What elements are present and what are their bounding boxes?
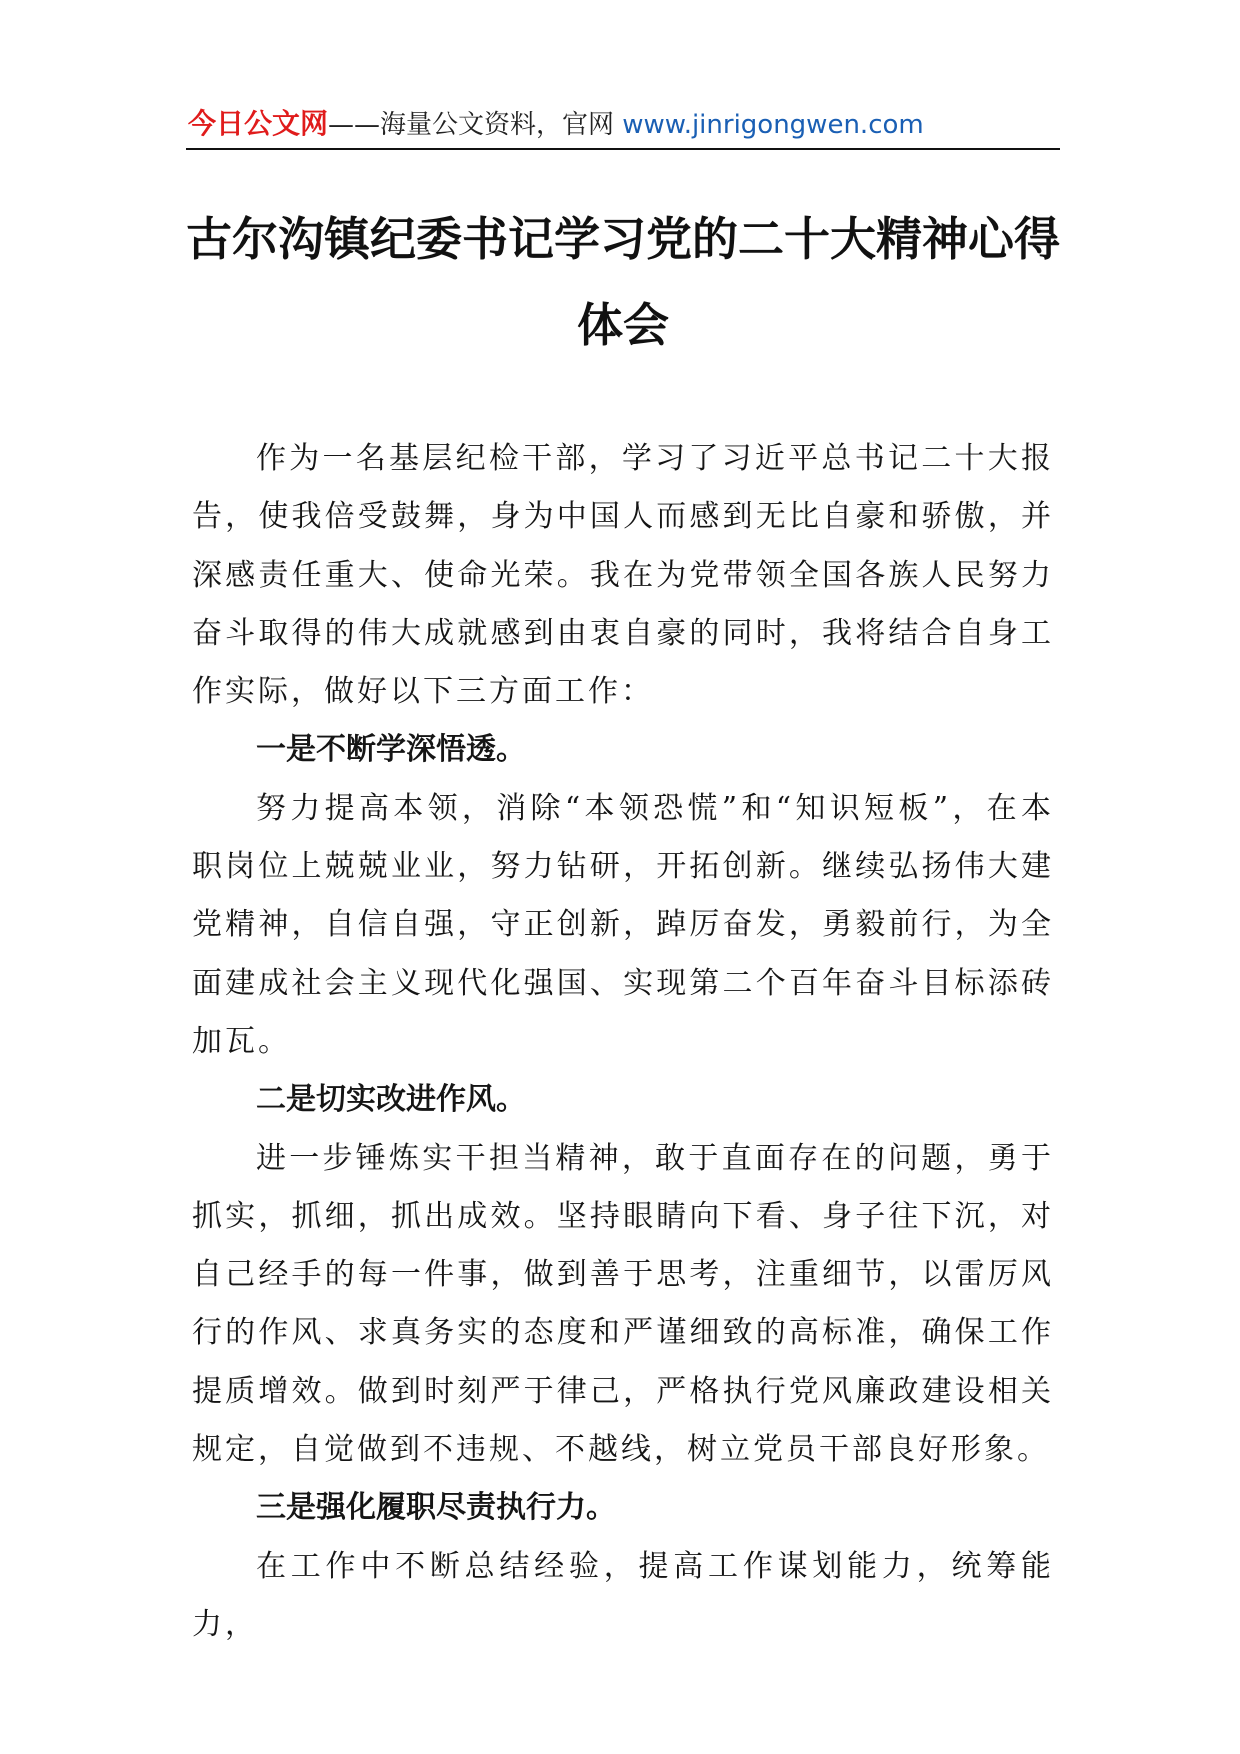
section-heading-1: 一是不断学深悟透。 <box>256 732 526 768</box>
header-divider <box>186 148 1060 150</box>
section-heading-3: 三是强化履职尽责执行力。 <box>256 1490 616 1526</box>
section-heading-2: 二是切实改进作风。 <box>256 1082 526 1118</box>
document-body <box>192 430 1054 1654</box>
site-brand: 今日公文网 <box>188 107 329 140</box>
section-paragraph-3: 在工作中不断总结经验，提高工作谋划能力，统筹能力， <box>192 1548 1054 1642</box>
section-paragraph-1: 努力提高本领，消除“本领恐慌”和“知识短板”，在本职岗位上兢兢业业，努力钻研，开拓创新。继续弘扬伟大建党精神，自信自强，守正创新，踔厉奋发，勇毅前行，为全面建成社会主义现代化强国、实现第二个百年奋斗目标添砖加瓦。 <box>192 790 1054 1059</box>
site-tagline: ——海量公文资料，官网 <box>328 110 623 140</box>
document-title: 古尔沟镇纪委书记学习党的二十大精神心得体会 <box>186 212 1060 352</box>
section-paragraph-2: 进一步锤炼实干担当精神，敢于直面存在的问题，勇于抓实，抓细，抓出成效。坚持眼睛向下看、身子往下沉，对自己经手的每一件事，做到善于思考，注重细节，以雷厉风行的作风、求真务实的态度和严谨细致的高标准，确保工作提质增效。做到时刻严于律己，严格执行党风廉政建设相关规定，自觉做到不违规、不越线，树立党员干部良好形象。 <box>192 1140 1054 1468</box>
site-header <box>188 104 1058 144</box>
site-url-link[interactable]: www.jinrigongwen.com <box>622 110 924 140</box>
intro-paragraph: 作为一名基层纪检干部，学习了习近平总书记二十大报告，使我倍受鼓舞，身为中国人而感到无比自豪和骄傲，并深感责任重大、使命光荣。我在为党带领全国各族人民努力奋斗取得的伟大成就感到由衷自豪的同时，我将结合自身工作实际，做好以下三方面工作： <box>192 441 1054 710</box>
